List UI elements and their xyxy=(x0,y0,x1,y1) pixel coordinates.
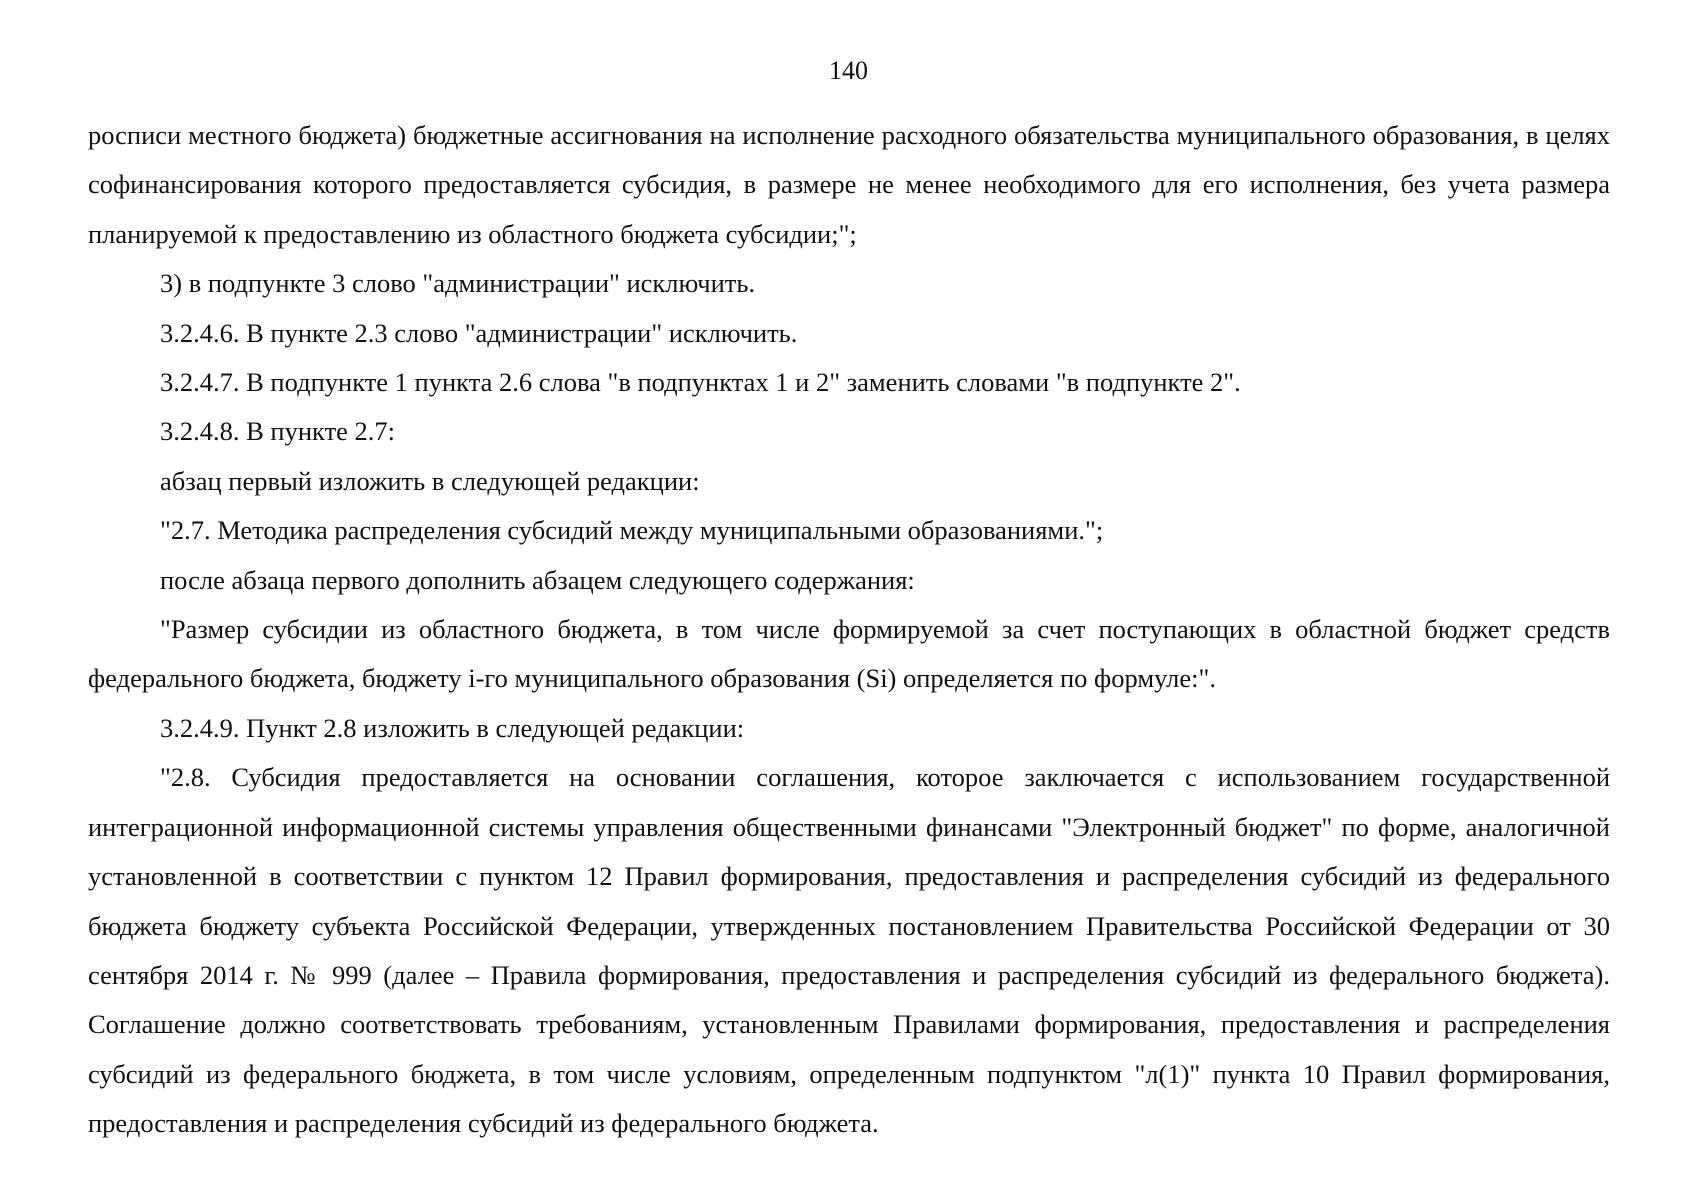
paragraph-subsidy-size: "Размер субсидии из областного бюджета, в том числе формируемой за счет поступающих в областной бюджет средств федерального бюджета, бюджету i-го муниципального образования (Si) определяется по формуле:". xyxy=(88,614,1610,694)
paragraph-3-2-4-8: 3.2.4.8. В пункте 2.7: xyxy=(160,416,396,447)
paragraph-first-abzac: абзац первый изложить в следующей редакции: xyxy=(160,465,700,496)
paragraph-2-7-title: "2.7. Методика распределения субсидий между муниципальными образованиями."; xyxy=(160,515,1104,546)
paragraph-continuation: росписи местного бюджета) бюджетные ассигнования на исполнение расходного обязательства муниципального образования, в целях софинансирования которого предоставляется субсидия, в размере не менее необходимого для его исполнения, без учета размера планируемой к предоставлению из областного бюджета субсидии;"; xyxy=(88,120,1610,249)
paragraph-3-2-4-9: 3.2.4.9. Пункт 2.8 изложить в следующей редакции: xyxy=(160,712,745,743)
paragraph-3-2-4-7: 3.2.4.7. В подпункте 1 пункта 2.6 слова "в подпунктах 1 и 2" заменить словами "в подпункте 2". xyxy=(160,367,1241,398)
page-number: 140 xyxy=(829,56,868,85)
paragraph-add-abzac: после абзаца первого дополнить абзацем следующего содержания: xyxy=(160,564,915,595)
paragraph-3-2-4-6: 3.2.4.6. В пункте 2.3 слово "администрации" исключить. xyxy=(160,317,798,348)
paragraph-2-8: "2.8. Субсидия предоставляется на основании соглашения, которое заключается с использованием государственной интеграционной информационной системы управления общественными финансами "Электронный бюджет" по форме, аналогичной установленной в соответствии с пунктом 12 Правил формирования, предоставления и распределения субсидий из федерального бюджета бюджету субъекта Российской Федерации, утвержденных постановлением Правительства Российской Федерации от 30 сентября 2014 г. № 999 (далее – Правила формирования, предоставления и распределения субсидий из федерального бюджета). Соглашение должно соответствовать требованиям, установленным Правилами формирования, предоставления и распределения субсидий из федерального бюджета, в том числе условиям, определенным подпунктом "л(1)" пункта 10 Правил формирования, предоставления и распределения субсидий из федерального бюджета. xyxy=(88,762,1610,1139)
paragraph-subpoint-3: 3) в подпункте 3 слово "администрации" исключить. xyxy=(160,268,756,299)
document-body xyxy=(88,111,1610,1149)
